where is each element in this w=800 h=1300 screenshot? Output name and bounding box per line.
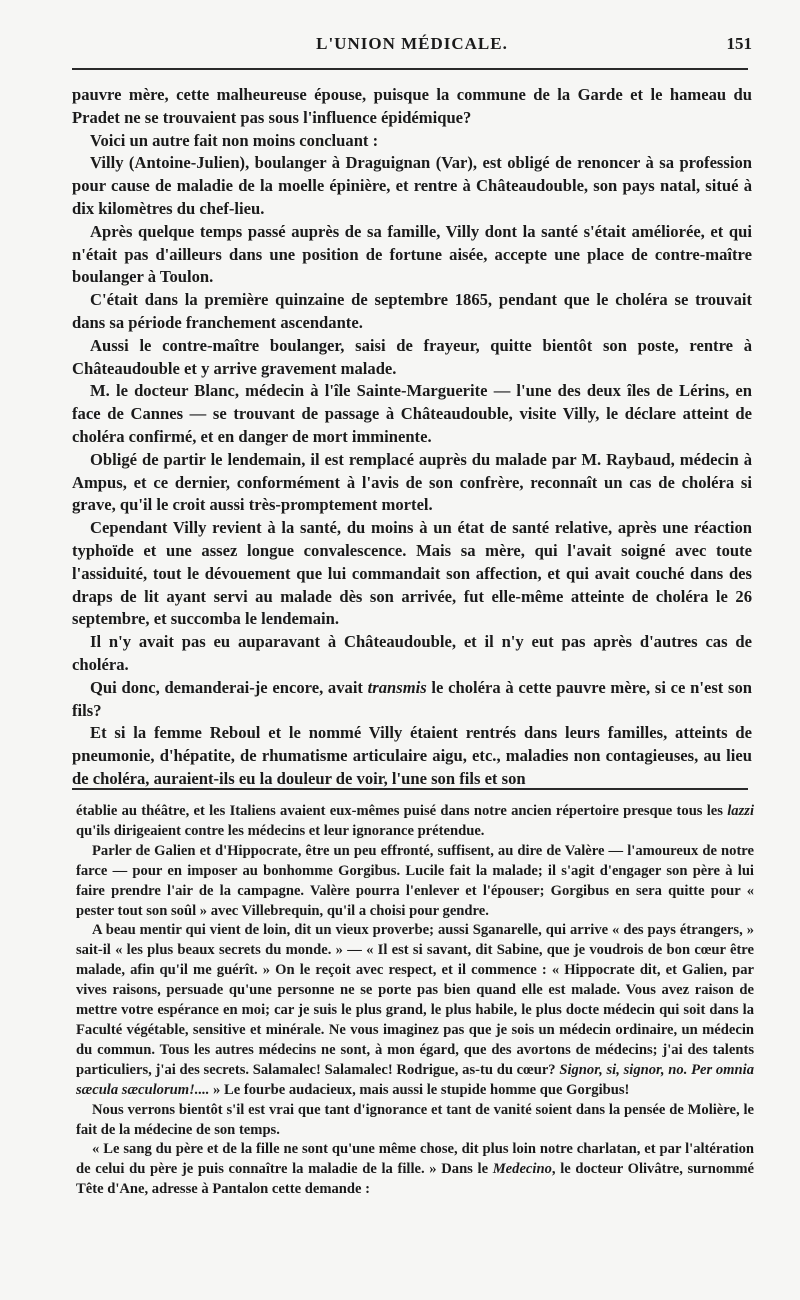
- paragraph: M. le docteur Blanc, médecin à l'île Sainte-Marguerite — l'une des deux îles de Lérins, en face de Cannes — se trouvant de passage à Châteaudouble, visite Villy, le déclare atteint de choléra confirmé, et en danger de mort imminente.: [72, 381, 752, 446]
- main-text: [72, 84, 752, 791]
- paragraph: Aussi le contre-maître boulanger, saisi de frayeur, quitte bientôt son poste, rentre à Châteaudouble et y arrive gravement malade.: [72, 335, 752, 378]
- paragraph: Obligé de partir le lendemain, il est remplacé auprès du malade par M. Raybaud, médecin à Ampus, et ce dernier, conformément à l'avis de son confrère, reconnaît un cas de choléra si grave, qu'il le croit aussi très-promptement mortel.: [72, 449, 752, 515]
- paragraph: Après quelque temps passé auprès de sa famille, Villy dont la santé s'était améliorée, et qui n'était pas d'ailleurs dans une position de fortune aisée, accepte une place de contre-maître boulanger à Toulon.: [72, 221, 752, 287]
- paragraph: pauvre mère, cette malheureuse épouse, puisque la commune de la Garde et le hameau du Pradet ne se trouvaient pas sous l'influence épidémique?: [72, 85, 752, 127]
- paragraph: Et si la femme Reboul et le nommé Villy étaient rentrés dans leurs familles, atteints de pneumonie, d'hépatite, de rhumatisme articulaire aigu, etc., maladies non contagieuses, au lieu de choléra, auraient-ils eu la douleur de voir, l'une son fils et son: [72, 723, 752, 788]
- page-number: 151: [726, 34, 752, 53]
- header-rule: [72, 68, 748, 70]
- text-run: , le docteur Olivâtre, surnommé Tête d'Ane, adresse à Pantalon cette demande :: [76, 1161, 754, 1198]
- text-run: Qui donc, demanderai-je encore, avait: [90, 677, 368, 697]
- footnote-paragraph: [76, 921, 754, 1100]
- footnote-paragraph: [76, 1140, 754, 1200]
- text-run: A beau mentir qui vient de loin, dit un vieux proverbe; aussi Sganarelle, qui arrive « des pays étrangers, » sait-il « les plus beaux secrets du monde. » — « Il est si savant, dit Sabine, que je voudrois de bon cœur être malade, afin qu'il me guérît. » On le reçoit avec respect, et il commence : « Hippocrate dit, et Galien, par vives raisons, persuade qu'une personne ne se porte pas bien quand elle est malade. Vous avez raison de mettre votre espérance en moi; car je suis le plus grand, le plus habile, le plus docte médecin qui soit dans la Faculté végétable, sensitive et minérale. Ne vous imaginez pas que je sois un médecin ordinaire, un médecin du commun. Tous les autres médecins ne sont, à mon égard, que des avortons de médecins; j'ai des talents particuliers, j'ai des secrets. Salamalec! Salamalec! Rodrigue, as-tu du cœur?: [76, 922, 754, 1078]
- footnote-paragraph: Parler de Galien et d'Hippocrate, être un peu effronté, suffisent, au dire de Valère — l'amoureux de notre farce — pour en imposer au bonhomme Gorgibus. Lucile fait la malade; il s'agit d'engager son père à lui faire prendre l'air de la campagne. Valère pourra l'enlever et l'épouser; Gorgibus en sera quitte pour « pester tout son soûl » avec Villebrequin, qu'il a choisi pour gendre.: [76, 842, 754, 919]
- paragraph: C'était dans la première quinzaine de septembre 1865, pendant que le choléra se trouvait dans sa période franchement ascendante.: [72, 290, 752, 332]
- running-head: L'UNION MÉDICALE.: [316, 34, 508, 53]
- text-run: « Le sang du père et de la fille ne sont qu'une même chose, dit plus loin notre charlatan, et par l'altération de celui du père je puis connaître la maladie de la fille. » Dans le: [76, 1141, 754, 1178]
- paragraph: Villy (Antoine-Julien), boulanger à Draguignan (Var), est obligé de renoncer à sa profession pour cause de maladie de la moelle épinière, et rentre à Châteaudouble, son pays natal, situé à dix kilomètres du chef-lieu.: [72, 153, 752, 218]
- paragraph: [72, 677, 752, 723]
- italic-term: Medecino: [492, 1161, 552, 1178]
- italic-term: lazzi: [727, 803, 754, 819]
- text-run: » Le fourbe audacieux, mais aussi le stupide homme que Gorgibus!: [209, 1081, 630, 1098]
- paragraph: Cependant Villy revient à la santé, du moins à un état de santé relative, après une réaction typhoïde et une assez longue convalescence. Mais sa mère, qui l'avait soigné avec toute l'assiduité, tout le dévouement que lui commandait son affection, et qui avait couché dans des draps de lit ayant servi au malade dès son arrivée, fut elle-même atteinte de choléra le 26 septembre, et succomba le lendemain.: [72, 518, 752, 629]
- page-header: [72, 34, 752, 58]
- footnote-paragraph: Nous verrons bientôt s'il est vrai que tant d'ignorance et tant de vanité soient dans la pensée de Molière, le fait de la médecine de son temps.: [76, 1101, 754, 1138]
- text-run: établie au théâtre, et les Italiens avaient eux-mêmes puisé dans notre ancien répertoire presque tous les: [76, 803, 728, 819]
- paragraph: Il n'y avait pas eu auparavant à Châteaudouble, et il n'y eut pas après d'autres cas de choléra.: [72, 632, 752, 674]
- italic-term: Signor, si, signor, no. Per omnia sæcula sæculorum!....: [76, 1061, 754, 1098]
- italic-term: transmis: [367, 677, 427, 697]
- paragraph: Voici un autre fait non moins concluant :: [90, 130, 379, 150]
- text-run: qu'ils dirigeaient contre les médecins et leur ignorance prétendue.: [76, 822, 485, 839]
- footnote-rule: [72, 788, 748, 790]
- footnote-paragraph: [76, 802, 754, 842]
- text-run: le choléra à cette pauvre mère, si ce n'est son fils?: [72, 677, 752, 720]
- footnote-text: [76, 802, 754, 1200]
